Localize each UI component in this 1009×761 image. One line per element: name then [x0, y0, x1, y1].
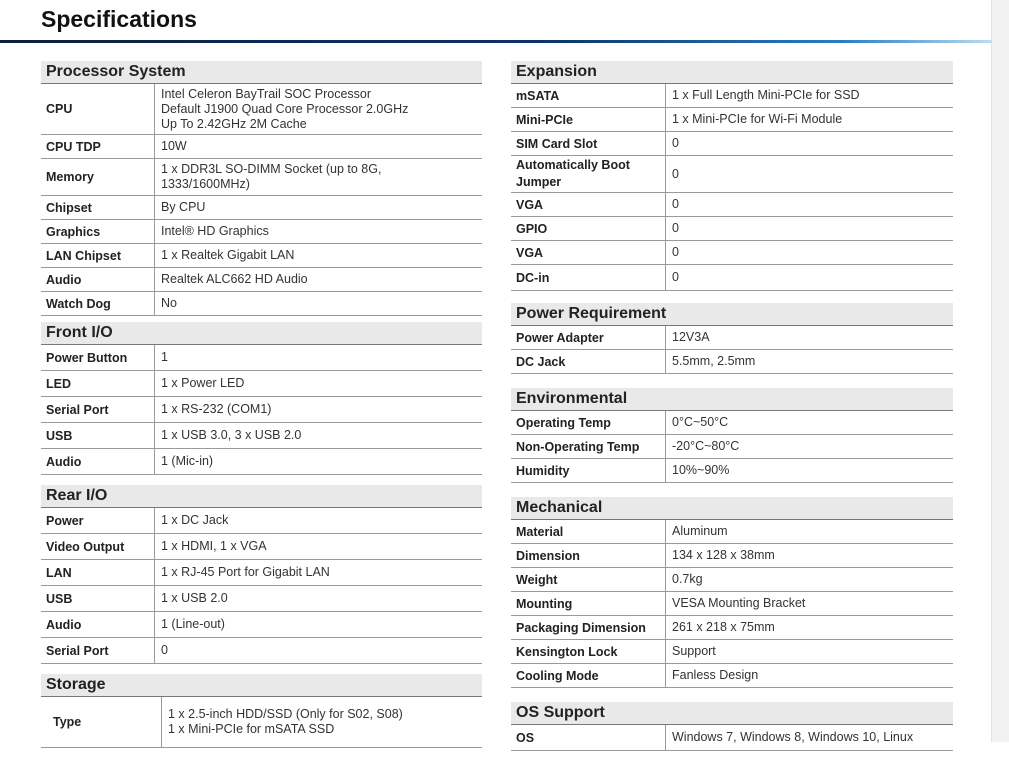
spec-value: 12V3A	[666, 326, 954, 350]
spec-value: Support	[666, 640, 954, 664]
section-title: Mechanical	[511, 497, 953, 520]
spec-row	[511, 217, 953, 241]
spec-row	[41, 371, 482, 397]
page-side-strip	[991, 0, 1009, 742]
spec-label: USB	[41, 586, 155, 612]
spec-row	[511, 108, 953, 132]
spec-label: Operating Temp	[511, 411, 666, 435]
spec-table	[41, 345, 482, 475]
spec-row	[511, 568, 953, 592]
spec-label: Cooling Mode	[511, 664, 666, 688]
spec-label: Memory	[41, 159, 155, 196]
spec-value: 0	[666, 241, 954, 265]
environmental-section	[511, 388, 953, 483]
section-title: OS Support	[511, 702, 953, 725]
spec-table	[41, 84, 482, 316]
spec-value: 5.5mm, 2.5mm	[666, 350, 954, 374]
spec-value: Realtek ALC662 HD Audio	[155, 268, 483, 292]
spec-label: Weight	[511, 568, 666, 592]
spec-label: Audio	[41, 268, 155, 292]
spec-label: Humidity	[511, 459, 666, 483]
spec-row	[511, 664, 953, 688]
spec-value: Windows 7, Windows 8, Windows 10, Linux	[666, 725, 954, 751]
processor-system-section	[41, 61, 482, 316]
spec-table	[511, 520, 953, 688]
spec-label: Dimension	[511, 544, 666, 568]
spec-value: 1 x 2.5-inch HDD/SSD (Only for S02, S08) 1 x Mini-PCIe for mSATA SSD	[162, 697, 483, 748]
section-title: Environmental	[511, 388, 953, 411]
spec-value: 1	[155, 345, 483, 371]
spec-value: Fanless Design	[666, 664, 954, 688]
spec-row	[511, 156, 953, 193]
spec-value: 1 x RJ-45 Port for Gigabit LAN	[155, 560, 483, 586]
spec-value: 0	[155, 638, 483, 664]
spec-row	[41, 196, 482, 220]
spec-value: 0	[666, 193, 954, 217]
spec-label: VGA	[511, 241, 666, 265]
spec-label: Power	[41, 508, 155, 534]
spec-label: SIM Card Slot	[511, 132, 666, 156]
spec-row	[41, 697, 482, 748]
mechanical-section	[511, 497, 953, 688]
spec-table	[511, 84, 953, 291]
spec-label: DC Jack	[511, 350, 666, 374]
spec-value: 1 (Mic-in)	[155, 449, 483, 475]
spec-row	[511, 84, 953, 108]
spec-row	[511, 592, 953, 616]
spec-label: Power Adapter	[511, 326, 666, 350]
spec-label: LAN Chipset	[41, 244, 155, 268]
spec-label: VGA	[511, 193, 666, 217]
spec-label: Watch Dog	[41, 292, 155, 316]
spec-label: Serial Port	[41, 397, 155, 423]
spec-row	[41, 292, 482, 316]
spec-label: GPIO	[511, 217, 666, 241]
spec-table	[41, 697, 482, 748]
spec-value: 1 x Power LED	[155, 371, 483, 397]
spec-row	[41, 84, 482, 135]
spec-value: 0°C~50°C	[666, 411, 954, 435]
section-title: Front I/O	[41, 322, 482, 345]
spec-row	[511, 411, 953, 435]
spec-table	[511, 326, 953, 374]
spec-row	[41, 586, 482, 612]
spec-row	[41, 159, 482, 196]
spec-value: 0.7kg	[666, 568, 954, 592]
spec-label: Mounting	[511, 592, 666, 616]
spec-row	[511, 193, 953, 217]
spec-label: Serial Port	[41, 638, 155, 664]
spec-row	[41, 638, 482, 664]
spec-label: Material	[511, 520, 666, 544]
spec-label: Chipset	[41, 196, 155, 220]
spec-row	[511, 520, 953, 544]
spec-row	[511, 544, 953, 568]
spec-label: Mini-PCIe	[511, 108, 666, 132]
spec-table	[41, 508, 482, 664]
spec-label: LED	[41, 371, 155, 397]
spec-value: 1 x DC Jack	[155, 508, 483, 534]
right-column	[511, 61, 953, 761]
spec-label: Automatically Boot Jumper	[511, 156, 666, 193]
spec-row	[41, 345, 482, 371]
spec-row	[41, 397, 482, 423]
storage-section	[41, 674, 482, 748]
spec-label: LAN	[41, 560, 155, 586]
spec-row	[511, 326, 953, 350]
spec-row	[511, 640, 953, 664]
spec-table	[511, 411, 953, 483]
spec-label: Graphics	[41, 220, 155, 244]
spec-value: 1 x DDR3L SO-DIMM Socket (up to 8G, 1333/1600MHz)	[155, 159, 483, 196]
spec-row	[41, 560, 482, 586]
spec-value: No	[155, 292, 483, 316]
spec-row	[41, 220, 482, 244]
spec-label: Audio	[41, 612, 155, 638]
spec-row	[41, 268, 482, 292]
spec-row	[41, 244, 482, 268]
spec-label: mSATA	[511, 84, 666, 108]
spec-value: Intel Celeron BayTrail SOC Processor Default J1900 Quad Core Processor 2.0GHz Up To 2.42GHz 2M Cache	[155, 84, 483, 135]
spec-value: Intel® HD Graphics	[155, 220, 483, 244]
spec-label: Packaging Dimension	[511, 616, 666, 640]
spec-label: Power Button	[41, 345, 155, 371]
spec-value: 1 x HDMI, 1 x VGA	[155, 534, 483, 560]
spec-label: CPU	[41, 84, 155, 135]
rear-io-section	[41, 485, 482, 664]
spec-label: Type	[41, 697, 162, 748]
spec-value: 10%~90%	[666, 459, 954, 483]
spec-value: 1 x Mini-PCIe for Wi-Fi Module	[666, 108, 954, 132]
spec-value: 1 x RS-232 (COM1)	[155, 397, 483, 423]
spec-value: 261 x 218 x 75mm	[666, 616, 954, 640]
section-title: Rear I/O	[41, 485, 482, 508]
page-title: Specifications	[41, 6, 197, 32]
front-io-section	[41, 322, 482, 475]
spec-row	[41, 534, 482, 560]
spec-row	[511, 616, 953, 640]
section-title: Processor System	[41, 61, 482, 84]
spec-value: 1 x USB 3.0, 3 x USB 2.0	[155, 423, 483, 449]
spec-value: 134 x 128 x 38mm	[666, 544, 954, 568]
spec-row	[511, 350, 953, 374]
spec-label: USB	[41, 423, 155, 449]
spec-value: 1 (Line-out)	[155, 612, 483, 638]
spec-value: 0	[666, 156, 954, 193]
spec-value: VESA Mounting Bracket	[666, 592, 954, 616]
spec-label: Video Output	[41, 534, 155, 560]
spec-row	[511, 265, 953, 291]
section-title: Expansion	[511, 61, 953, 84]
spec-label: CPU TDP	[41, 135, 155, 159]
spec-row	[511, 132, 953, 156]
spec-value: 1 x Full Length Mini-PCIe for SSD	[666, 84, 954, 108]
spec-label: Kensington Lock	[511, 640, 666, 664]
spec-row	[511, 241, 953, 265]
spec-label: DC-in	[511, 265, 666, 291]
spec-value: 0	[666, 217, 954, 241]
spec-row	[41, 508, 482, 534]
title-divider	[0, 40, 992, 43]
spec-value: -20°C~80°C	[666, 435, 954, 459]
expansion-section	[511, 61, 953, 291]
spec-label: Audio	[41, 449, 155, 475]
spec-value: By CPU	[155, 196, 483, 220]
spec-value: 10W	[155, 135, 483, 159]
spec-row	[41, 135, 482, 159]
spec-row	[41, 423, 482, 449]
spec-table	[511, 725, 953, 751]
spec-row	[41, 612, 482, 638]
spec-value: 0	[666, 265, 954, 291]
spec-value: Aluminum	[666, 520, 954, 544]
spec-row	[511, 435, 953, 459]
section-title: Power Requirement	[511, 303, 953, 326]
spec-row	[511, 459, 953, 483]
left-column	[41, 61, 482, 758]
power-requirement-section	[511, 303, 953, 374]
spec-row	[511, 725, 953, 751]
os-support-section	[511, 702, 953, 751]
spec-value: 0	[666, 132, 954, 156]
spec-value: 1 x Realtek Gigabit LAN	[155, 244, 483, 268]
spec-label: OS	[511, 725, 666, 751]
section-title: Storage	[41, 674, 482, 697]
spec-label: Non-Operating Temp	[511, 435, 666, 459]
spec-value: 1 x USB 2.0	[155, 586, 483, 612]
spec-row	[41, 449, 482, 475]
